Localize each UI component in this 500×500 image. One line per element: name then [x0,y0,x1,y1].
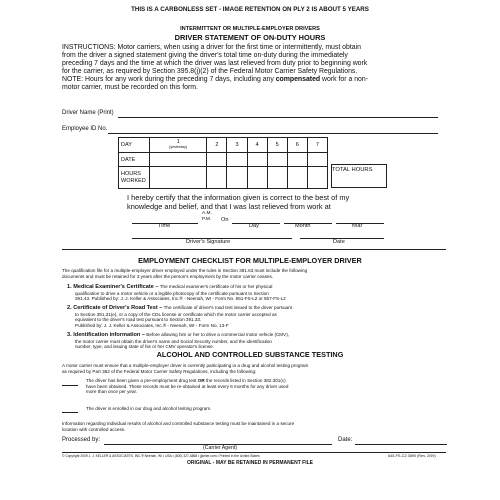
certification-line: knowledge and belief, and that I was last relieved from work at [127,202,331,211]
pm-label: P.M. [202,217,212,222]
checklist-title: EMPLOYMENT CHECKLIST FOR MULTIPLE-EMPLOYER DRIVER [138,256,362,265]
alcohol-intro-line: A motor carrier must ensure that a multiple-employer driver is currently participating in a drug and alcohol testing program [62,363,309,368]
alcohol-option-2: The driver is enrolled in our drug and alcohol testing program. [86,406,212,411]
instructions-line: motor carrier, must be recorded on this form. [62,84,198,92]
row-label: DATE [119,153,150,167]
hours-cell[interactable] [267,167,287,189]
form-number: 645-FS-C2 3690 (Rev. 2/09) [388,454,436,458]
hours-cell[interactable] [307,167,327,189]
table-row-hours [119,167,328,189]
instructions-note [62,76,442,84]
total-hours-label: TOTAL HOURS [332,167,373,173]
certification-line: I hereby certify that the information given is correct to the best of my [127,193,350,202]
checklist-item-3 [67,332,447,350]
item-text: Before allowing him or her to drive a commercial motor vehicle (CMV), [146,332,290,337]
note-emphasis: compensated [275,76,321,84]
day-cell: 7 [307,138,327,153]
instructions-line: preceding 7 days and the time at which the driver was last relieved from duty prior to beginning work [62,60,368,68]
option-text: more than once per year. [86,389,138,395]
checkbox-line-pre-employment[interactable] [62,385,78,386]
row-label-line: WORKED [121,177,146,184]
date-cell[interactable] [247,153,267,167]
processed-date-field[interactable] [355,444,447,445]
checklist-item-1 [67,284,447,302]
retention-line: Information regarding individual results of alcohol and controlled substance testing must be maintained in a secure [62,421,295,426]
alcohol-intro-line: as required by Part 382 of the Federal Motor Carrier Safety Regulations, including the following: [62,368,257,374]
item-text: Published by: J. J. Keller & Associates, Inc.® - Neenah, WI - Form No. 13-F [75,322,229,328]
carrier-agent-caption: (Carrier Agent) [202,445,238,451]
form-title: DRIVER STATEMENT OF ON-DUTY HOURS [174,33,326,42]
item-text: The medical examiner's certificate of his or her physical [159,284,273,289]
date-caption: Date [333,239,345,245]
instructions-line: for the carrier, as required by Section 395.8(j)(2) of the Federal Motor Carrier Safety Regulations. [62,68,358,76]
month-caption: Month [295,223,311,229]
day-cell: 6 [287,138,307,153]
item-text: equivalent to the driver's road test pursuant to Section 391.33. [75,317,202,323]
total-hours-box[interactable] [331,164,387,188]
note-text: NOTE: Hours for any work during the preceding 7 days, including any [62,76,276,84]
instructions-line: INSTRUCTIONS: Motor carriers, when using a driver for the first time or intermittently, must obtain [62,44,361,51]
on-label: On [221,217,229,223]
item-heading-line [67,284,447,291]
retention-line: location with controlled access. [62,426,126,432]
row-label-line: HOURS [121,170,141,177]
checklist-intro [62,268,452,279]
employee-id-label: Employee ID No. [62,126,108,132]
item-text: the motor carrier must obtain the driver's name and Social Security number, and the identification [75,338,272,344]
item-text: 391.43. Published by: J. J. Keller & Associates, Inc.® - Neenah, WI - Form No. 651-FS-L2 or 657-FS-L2 [75,296,286,302]
hours-cell[interactable] [227,167,247,189]
instructions [62,44,442,93]
hours-table [118,137,328,189]
alcohol-retention [62,421,452,432]
signature-caption: Driver's Signature [186,239,231,245]
hours-cell[interactable] [150,167,207,189]
option-text: the records listed in Section 382.301(c) [204,378,286,383]
date-cell[interactable] [287,153,307,167]
table-row-day [119,138,328,153]
item-text: to Section 391.31(e), or a copy of the CDL license or certificate which the motor carrier accepted as [75,311,277,317]
form-subtitle: INTERMITTENT OR MULTIPLE-EMPLOYER DRIVERS [180,26,320,32]
hours-cell[interactable] [247,167,267,189]
item-text: The certificate of driver's road test issued to the driver pursuant [163,305,292,310]
processed-by-label: Processed by: [62,437,101,443]
year-caption: Year [351,223,363,229]
checklist-intro-line: The qualification file for a multiple-employer driver employed under the rules in Section 391.63 must include the following [62,268,308,273]
item-title: 2. Certificate of Driver's Road Test – [67,305,163,311]
day-cell: 4 [247,138,267,153]
item-title: 1. Medical Examiner's Certificate – [67,284,159,290]
item-title: 3. Identification information – [67,332,146,338]
alcohol-title: ALCOHOL AND CONTROLLED SUBSTANCE TESTING [156,350,344,359]
footer-divider [62,452,446,453]
item-heading-line [67,332,447,339]
checklist-item-2 [67,305,447,328]
original-notice: ORIGINAL - MAY BE RETAINED IN PERMANENT FILE [187,460,313,466]
processed-date-label: Date: [338,437,353,443]
table-row-date [119,153,328,167]
copyright-text: © Copyright 2009 J. J. KELLER & ASSOCIATES, INC.® Neenah, WI • USA • (800) 327-6868 • jjkeller.com • Printed in the United States [62,454,260,458]
certification-text [127,193,457,211]
date-cell[interactable] [307,153,327,167]
day-cell: 3 [227,138,247,153]
option-text: The driver has been given a pre-employment drug test [86,378,198,383]
option-text: have been obtained. These records must be re-obtained at least every 6 months for any driver used [86,383,289,389]
carbonless-notice: THIS IS A CARBONLESS SET - IMAGE RETENTION ON PLY 2 IS ABOUT 5 YEARS [131,6,369,13]
day-caption: Day [249,223,259,229]
checkbox-line-enrolled[interactable] [62,412,78,413]
section-divider [62,249,446,250]
day-cell [150,138,207,153]
date-cell[interactable] [227,153,247,167]
item-heading-line [67,305,447,312]
driver-name-field[interactable] [118,117,438,118]
date-cell[interactable] [267,153,287,167]
alcohol-option-1 [86,378,446,395]
hours-cell[interactable] [207,167,227,189]
day-cell: 2 [207,138,227,153]
item-text: number, type, and issuing state of his or her CMV operator's license. [75,344,215,350]
day-cell: 5 [267,138,287,153]
day-number: 1 [176,139,180,146]
yesterday-note: (yesterday) [169,145,188,150]
note-text: work for a non- [320,76,369,84]
hours-cell[interactable] [287,167,307,189]
instructions-line: from the driver a signed statement giving the driver's total time on-duty during the immediately [62,52,348,60]
am-label: A.M. [202,211,212,216]
checklist-intro-line: documents and must be retained for 3 years after the person's employment by the motor carrier ceases. [62,273,274,279]
time-caption: Time [158,223,171,229]
date-cell[interactable] [150,153,207,167]
row-label: DAY [119,138,150,153]
option-emphasis: OR [197,378,205,383]
row-label [119,167,150,189]
employee-id-field[interactable] [108,133,438,134]
date-cell[interactable] [207,153,227,167]
driver-name-label: Driver Name (Print) [62,110,114,116]
item-text: qualification to drive a motor vehicle or a legible photocopy of the certificate pursuant to Section [75,290,269,296]
alcohol-intro [62,363,452,374]
